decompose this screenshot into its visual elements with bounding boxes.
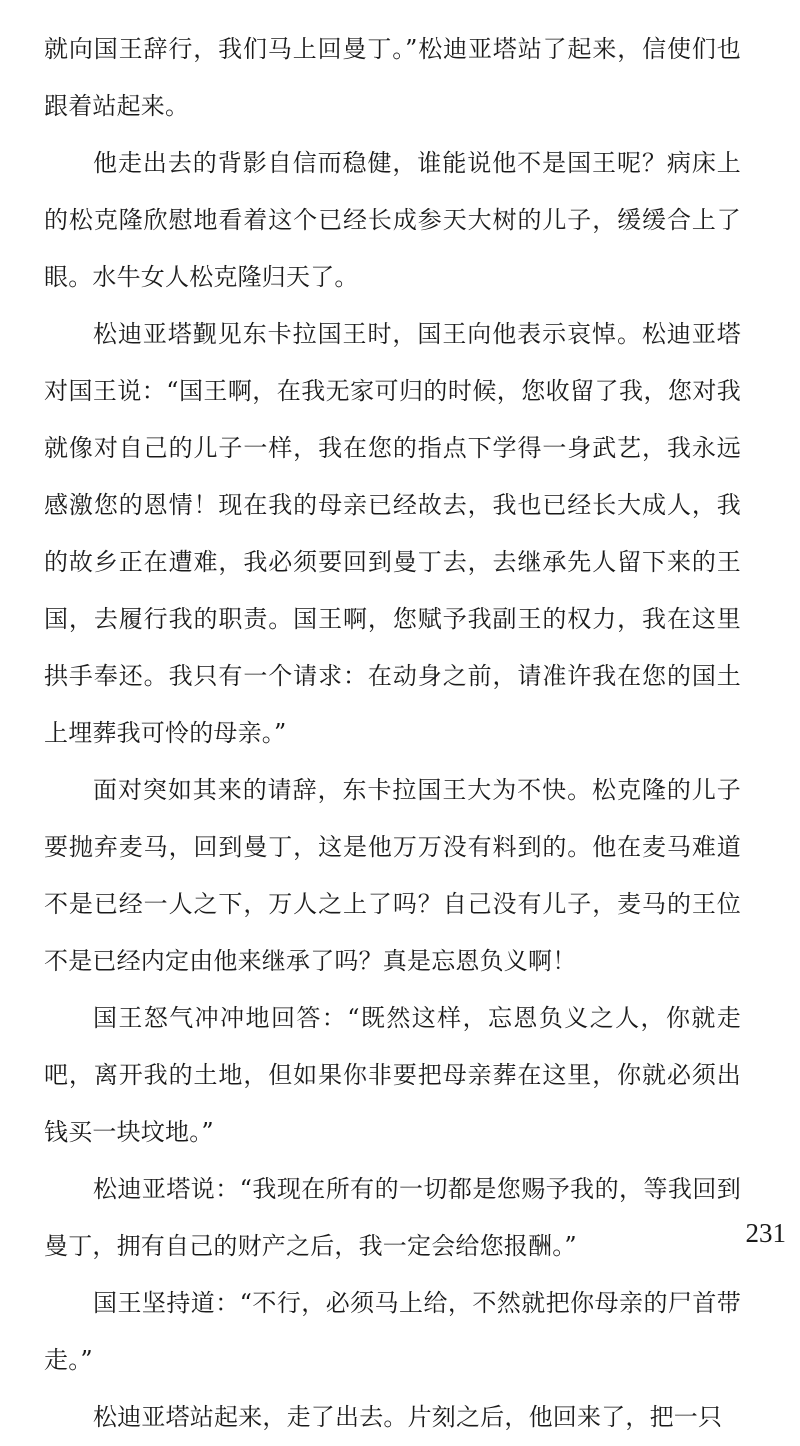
paragraph-6: 松迪亚塔说：“我现在所有的一切都是您赐予我的，等我回到曼丁，拥有自己的财产之后，我一定会给您报酬。” bbox=[44, 1175, 741, 1260]
paragraph-8: 松迪亚塔站起来，走了出去。片刻之后，他回来了，把一只 bbox=[93, 1403, 723, 1431]
paragraph-4: 面对突如其来的请辞，东卡拉国王大为不快。松克隆的儿子要抛弃麦马，回到曼丁，这是他万万没有料到的。他在麦马难道不是已经一人之下，万人之上了吗？自己没有儿子，麦马的王位不是已经内定由他来继承了吗？真是忘恩负义啊！ bbox=[44, 776, 741, 975]
paragraph-1: 就向国王辞行，我们马上回曼丁。”松迪亚塔站了起来，信使们也跟着站起来。 bbox=[44, 35, 741, 120]
page-body-text bbox=[44, 21, 741, 1446]
paragraph-5: 国王怒气冲冲地回答：“既然这样，忘恩负义之人，你就走吧，离开我的土地，但如果你非要把母亲葬在这里，你就必须出钱买一块坟地。” bbox=[44, 1004, 741, 1146]
paragraph-7: 国王坚持道：“不行，必须马上给，不然就把你母亲的尸首带走。” bbox=[44, 1289, 741, 1374]
paragraph-2: 他走出去的背影自信而稳健，谁能说他不是国王呢？病床上的松克隆欣慰地看着这个已经长成参天大树的儿子，缓缓合上了眼。水牛女人松克隆归天了。 bbox=[44, 149, 741, 291]
paragraph-3: 松迪亚塔觐见东卡拉国王时，国王向他表示哀悼。松迪亚塔对国王说：“国王啊，在我无家可归的时候，您收留了我，您对我就像对自己的儿子一样，我在您的指点下学得一身武艺，我永远感激您的恩情！现在我的母亲已经故去，我也已经长大成人，我的故乡正在遭难，我必须要回到曼丁去，去继承先人留下来的王国，去履行我的职责。国王啊，您赋予我副王的权力，我在这里拱手奉还。我只有一个请求：在动身之前，请准许我在您的国土上埋葬我可怜的母亲。” bbox=[44, 320, 741, 747]
page-number: 231 bbox=[745, 1218, 786, 1248]
